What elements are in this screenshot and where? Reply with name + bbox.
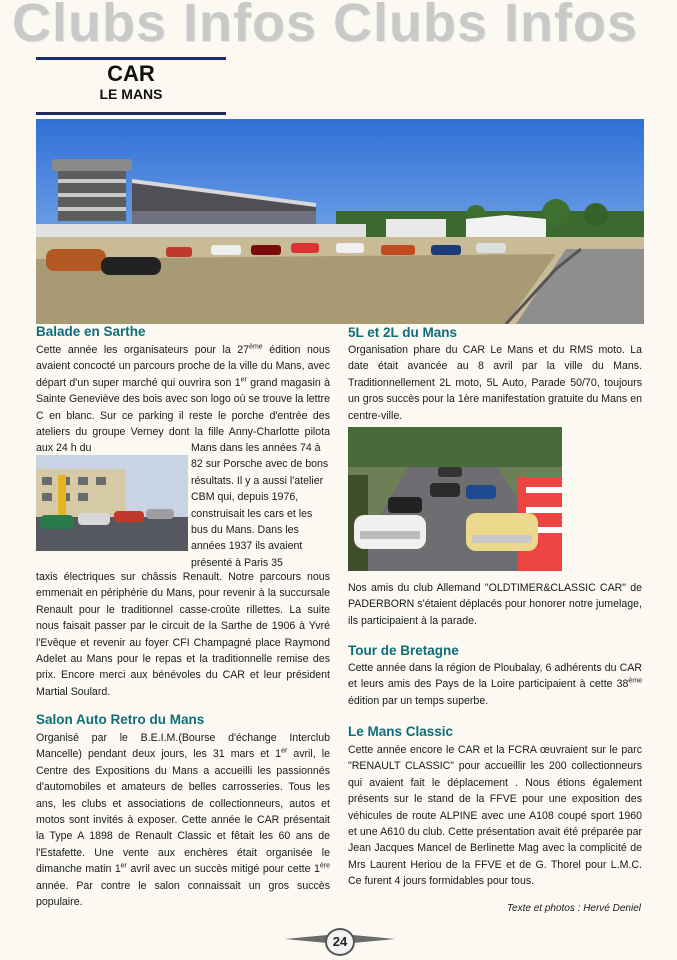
parade-photo (348, 427, 562, 571)
page-banner: Clubs Infos Clubs Infos (12, 0, 638, 53)
parking-photo (36, 455, 188, 551)
page-number: 24 (325, 928, 355, 956)
heading-tour-de-bretagne: Tour de Bretagne (348, 643, 459, 658)
cinq-l-text: Organisation phare du CAR Le Mans et du RMS moto. La date était avancée au 8 avril par la ville du Mans. Traditionnellement 2L moto, 5L Auto, Parade 50/70, toujours un gros succès pour la 1ère manifestation gratuite du Mans en centre-ville. (348, 344, 642, 422)
heading-le-mans-classic: Le Mans Classic (348, 724, 454, 739)
heading-salon-auto-retro: Salon Auto Retro du Mans (36, 712, 205, 727)
tour-text: Cette année dans la région de Ploubalay, 6 adhérents du CAR et leurs amis des Pays de la Loire participaient à cette 38ème édition par un temps superbe. (348, 662, 642, 707)
balade-intro-text: Cette année les organisateurs pour la 27ème édition nous avaient concocté un parcours proche de la ville du Mans, avec départ d'un super marché qui ouvrira son 1er grand magasin à Sainte Geneviève des bois avec son logo où se trouve la lettre C en blanc. Sur ce parking il reste le porche d'entrée des ateliers du groupe Verney dont la fille Anny-Charlotte pilota aux 24 h du (36, 343, 331, 455)
photo-credit: Texte et photos : Hervé Deniel (506, 903, 641, 914)
page-number-badge (285, 925, 395, 955)
heading-balade-en-sarthe: Balade en Sarthe (36, 324, 146, 339)
classic-text: Cette année encore le CAR et la FCRA œuvraient sur le parc "RENAULT CLASSIC" pour accueillir les 200 collectionneurs qui avaient fait le déplacement . Nous étions également présents sur le stand de la FFVE pour une exposition des véhicules de route ALPINE avec une A108 coupé sport 1960 et une A610 du club. Cette présentation avait été préparée par Jean Jacques Mancel de Berlinette Mag avec la complicité de Mrs Laurent Heriou de la FFVE et de G. Thorel pour L.M.C. Ce furent 4 jours formidables pour tous. (348, 744, 642, 888)
balade-rest-text: taxis électriques sur châssis Renault. Notre parcours nous emmenait en périphérie du Mans, pour revenir à la succursale Renault pour le traditionnel casse-croûte rillettes. La suite nous faisait passer par le circuit de la Sarthe de 1906 à Yvré l'Evêque et revenir au foyer CFI Champagné place Raymond Adelet au Mans pour le repas et la traditionnelle remise des prix. Encore merci aux bénévoles du CAR et leur président Martial Soulard. (36, 571, 330, 698)
heading-5l-2l: 5L et 2L du Mans (348, 325, 458, 340)
title-block (36, 57, 226, 115)
parade-caption: Nos amis du club Allemand "OLDTIMER&CLASSIC CAR" de PADERBORN s'étaient déplacés pour honorer notre jumelage, ils participaient à la parade. (348, 582, 642, 627)
club-subtitle: LE MANS (99, 86, 163, 102)
salon-text: Organisé par le B.E.I.M.(Bourse d'échange Interclub Mancelle) pendant deux jours, les 31 mars et 1er avril, le Centre des Expositions du Mans a accueilli les passionnés d'automobiles et amateurs de belles carrosseries. Tous les ans, les clubs et associations de collectionneurs, autos et motos sont invités à exposer. Cette année le CAR présentait la Type A 1898 de Renault Classic et fêtait les 60 ans de l'Estafette. Une vente aux enchères était organisée le dimanche matin 1er avril avec un succès mitigé pour cette 1ère année. Par contre le salon connaissait un gros succès populaire. (36, 732, 331, 909)
club-title: CAR (107, 61, 155, 86)
balade-side-text: Mans dans les années 74 à 82 sur Porsche avec de bons résultats. Il y a aussi l'atelier CBM qui, depuis 1976, construisait les cars et les bus du Mans. Dans les années 1937 ils avaient présenté à Paris 35 (191, 442, 329, 569)
circuit-panorama-photo (36, 119, 644, 324)
